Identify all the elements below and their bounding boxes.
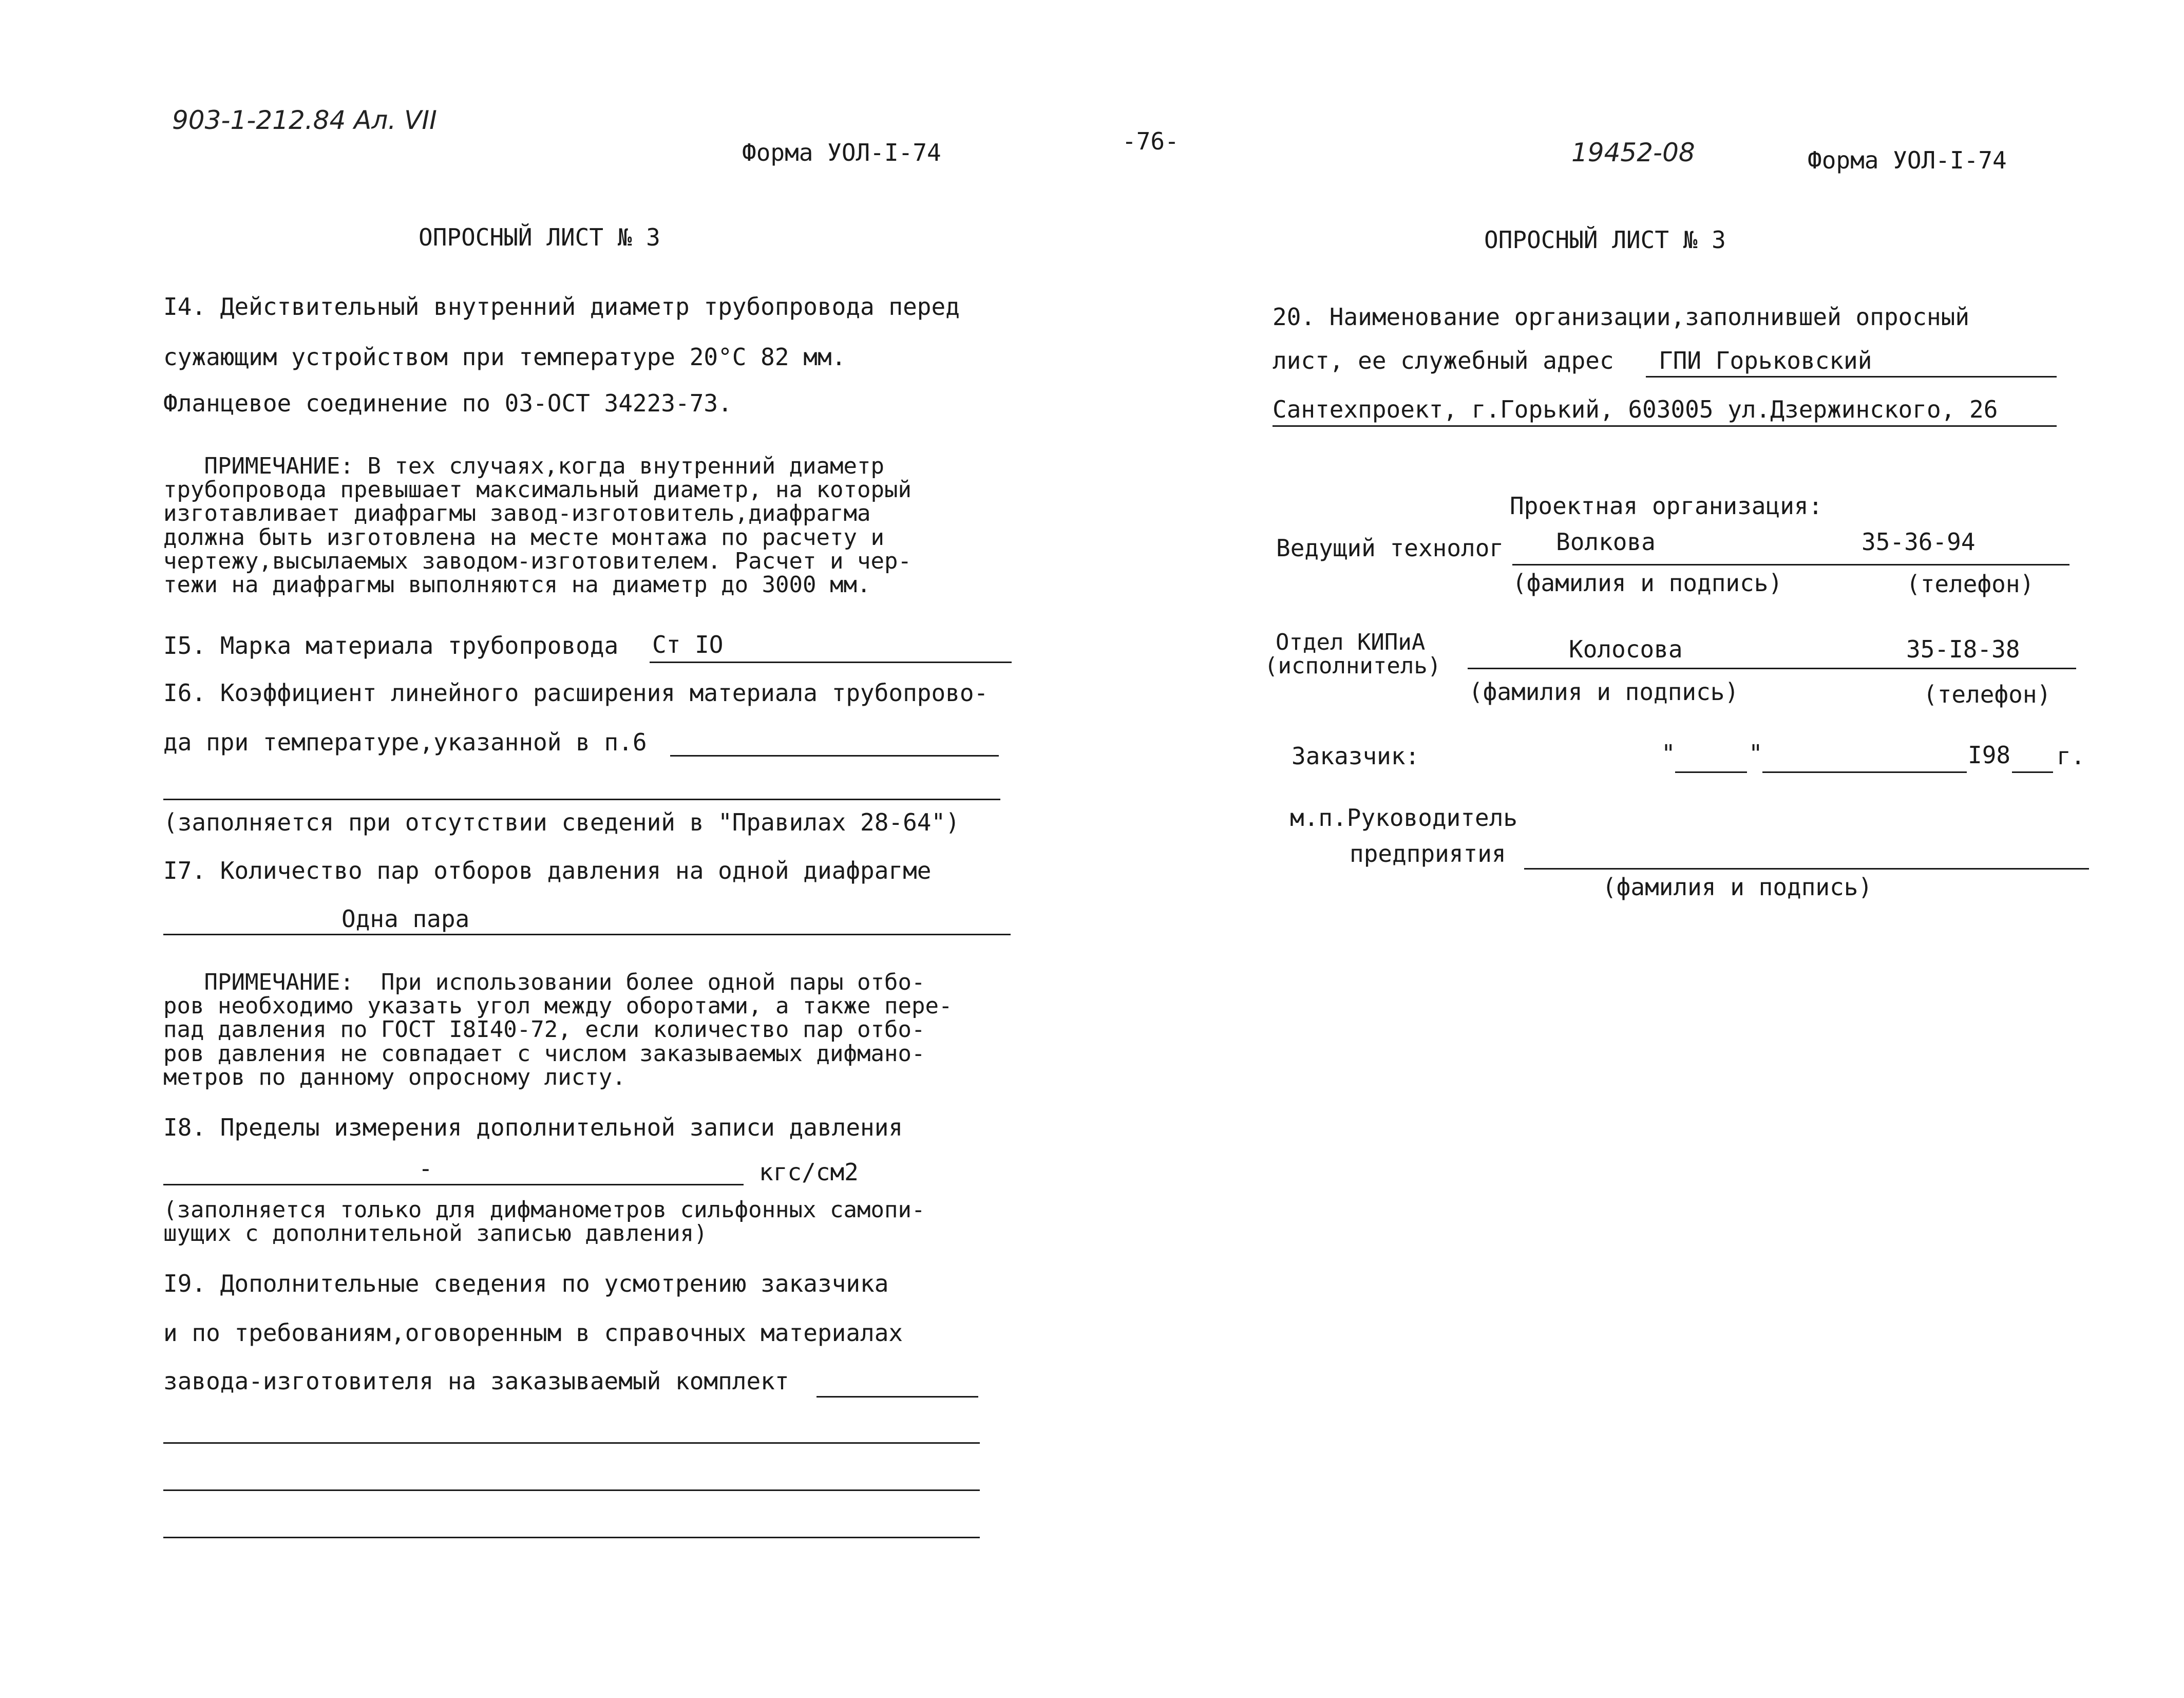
stamp-sig-line [1524,868,2089,870]
note1-line: тежи на диафрагмы выполняются на диаметр до 3000 мм. [163,571,871,598]
customer-month-line [1762,771,1967,773]
item18-hint-line: (заполняется только для дифманометров сильфонных самопи- [163,1197,925,1223]
item14-line2: сужающим устройством при температуре 20°С 82 мм. [163,343,846,371]
dept-label-line1: Отдел КИПиА [1276,629,1426,655]
note2-line: ров необходимо указать угол между оборотами, а также пере- [163,993,953,1020]
dept-line [1468,668,2076,669]
item15-line [650,662,1012,663]
item20-line2-value: ГПИ Горьковский [1659,347,1872,374]
note1-line: чертежу,высылаемых заводом-изготовителем. Расчет и чер- [163,548,911,574]
item19-extra-line-1 [163,1442,980,1444]
customer-label: Заказчик: [1292,742,1420,770]
note1-line: трубопровода превышает максимальный диаметр, на который [163,477,911,503]
design-org-heading: Проектная организация: [1510,492,1823,520]
left-form-label: Форма УОЛ-I-74 [742,139,941,166]
note2-line: метров по данному опросному листу. [163,1064,626,1090]
item16-line1: I6. Коэффициент линейного расширения материала трубопрово- [163,679,989,707]
right-title: ОПРОСНЫЙ ЛИСТ № 3 [1484,226,1726,254]
page-number: -76- [1122,127,1179,155]
stamp-label-2: предприятия [1350,840,1506,867]
note1 [163,455,911,597]
dept-phone: 35-I8-38 [1906,635,2020,663]
tech-phone-caption: (телефон) [1906,570,2035,598]
item17-line1: I7. Количество пар отборов давления на одной диафрагме [163,857,932,884]
item19-line2: и по требованиям,оговоренным в справочных материалах [163,1319,903,1347]
tech-sig-caption: (фамилия и подпись) [1512,569,1783,597]
item17-value: Одна пара [341,905,470,933]
item15-label: I5. Марка материала трубопровода [163,632,619,659]
customer-quote-open: " [1661,740,1676,767]
customer-day-line [1675,771,1747,773]
item18-hint-line: шущих с дополнительной записью давления) [163,1220,708,1247]
dept-phone-caption: (телефон) [1923,681,2052,708]
note2-line: ров давления не совпадает с числом заказываемых дифмано- [163,1040,925,1067]
left-title: ОПРОСНЫЙ ЛИСТ № 3 [419,223,660,251]
item20-line2-underline [1646,376,2057,378]
note2-line: ПРИМЕЧАНИЕ: При использовании более одной пары отбо- [163,969,925,995]
dept-label [1264,631,1441,678]
tech-line [1512,564,2069,565]
note2 [163,971,952,1089]
left-handwritten-code: 903-1-212.84 Ал. VII [172,105,437,135]
item16-hint: (заполняется при отсутствии сведений в "Правилах 28-64") [163,808,960,836]
item19-extra-line-2 [163,1489,980,1491]
item18-hint [163,1198,925,1246]
tech-name: Волкова [1556,528,1656,556]
item18-dash: - [419,1155,433,1182]
note1-line: изготавливает диафрагмы завод-изготовитель,диафрагма [163,500,871,527]
dept-label-line2: (исполнитель) [1264,653,1441,680]
dept-sig-caption: (фамилия и подпись) [1469,678,1739,706]
note2-line: пад давления по ГОСТ I8I40-72, если количество пар отбо- [163,1016,925,1043]
item19-extra-line-3 [163,1537,980,1538]
tech-label: Ведущий технолог [1276,534,1504,562]
item20-line3-underline [1273,425,2057,427]
tech-phone: 35-36-94 [1862,528,1976,556]
item15-value: Ст IО [652,631,724,658]
stamp-label-1: м.п.Руководитель [1290,804,1518,832]
dept-name: Колосова [1569,635,1683,663]
item16-fill-line [670,755,999,757]
right-form-label: Форма УОЛ-I-74 [1808,146,2007,174]
right-handwritten-code: 19452-08 [1571,138,1695,167]
stamp-sig-caption: (фамилия и подпись) [1602,873,1873,901]
item19-line3: завода-изготовителя на заказываемый комплект [163,1367,789,1395]
item18-unit: кгс/см2 [759,1158,859,1186]
item14-line1: I4. Действительный внутренний диаметр трубопровода перед [163,293,960,320]
item16-line2: да при температуре,указанной в п.6 [163,728,647,756]
customer-year-line [2012,771,2053,773]
note1-line: ПРИМЕЧАНИЕ: В тех случаях,когда внутренний диаметр [163,453,884,479]
customer-year-suffix: г. [2057,742,2085,770]
item20-line2-label: лист, ее служебный адрес [1273,347,1614,374]
item14-line3: Фланцевое соединение по 03-ОСТ 34223-73. [163,389,732,417]
customer-quote-close: " [1749,740,1763,767]
customer-year: I98 [1968,741,2011,769]
note1-line: должна быть изготовлена на месте монтажа по расчету и [163,524,884,551]
item18-line1: I8. Пределы измерения дополнительной записи давления [163,1114,903,1141]
item19-line1: I9. Дополнительные сведения по усмотрению заказчика [163,1270,889,1297]
item20-line1: 20. Наименование организации,заполнившей опросный [1273,303,1970,331]
item17-line [163,934,1011,935]
item16-line3 [163,799,1000,800]
item20-line3: Сантехпроект, г.Горький, 603005 ул.Дзержинского, 26 [1273,395,1998,423]
item19-fill-line [816,1396,978,1398]
item18-range-line [163,1184,744,1185]
